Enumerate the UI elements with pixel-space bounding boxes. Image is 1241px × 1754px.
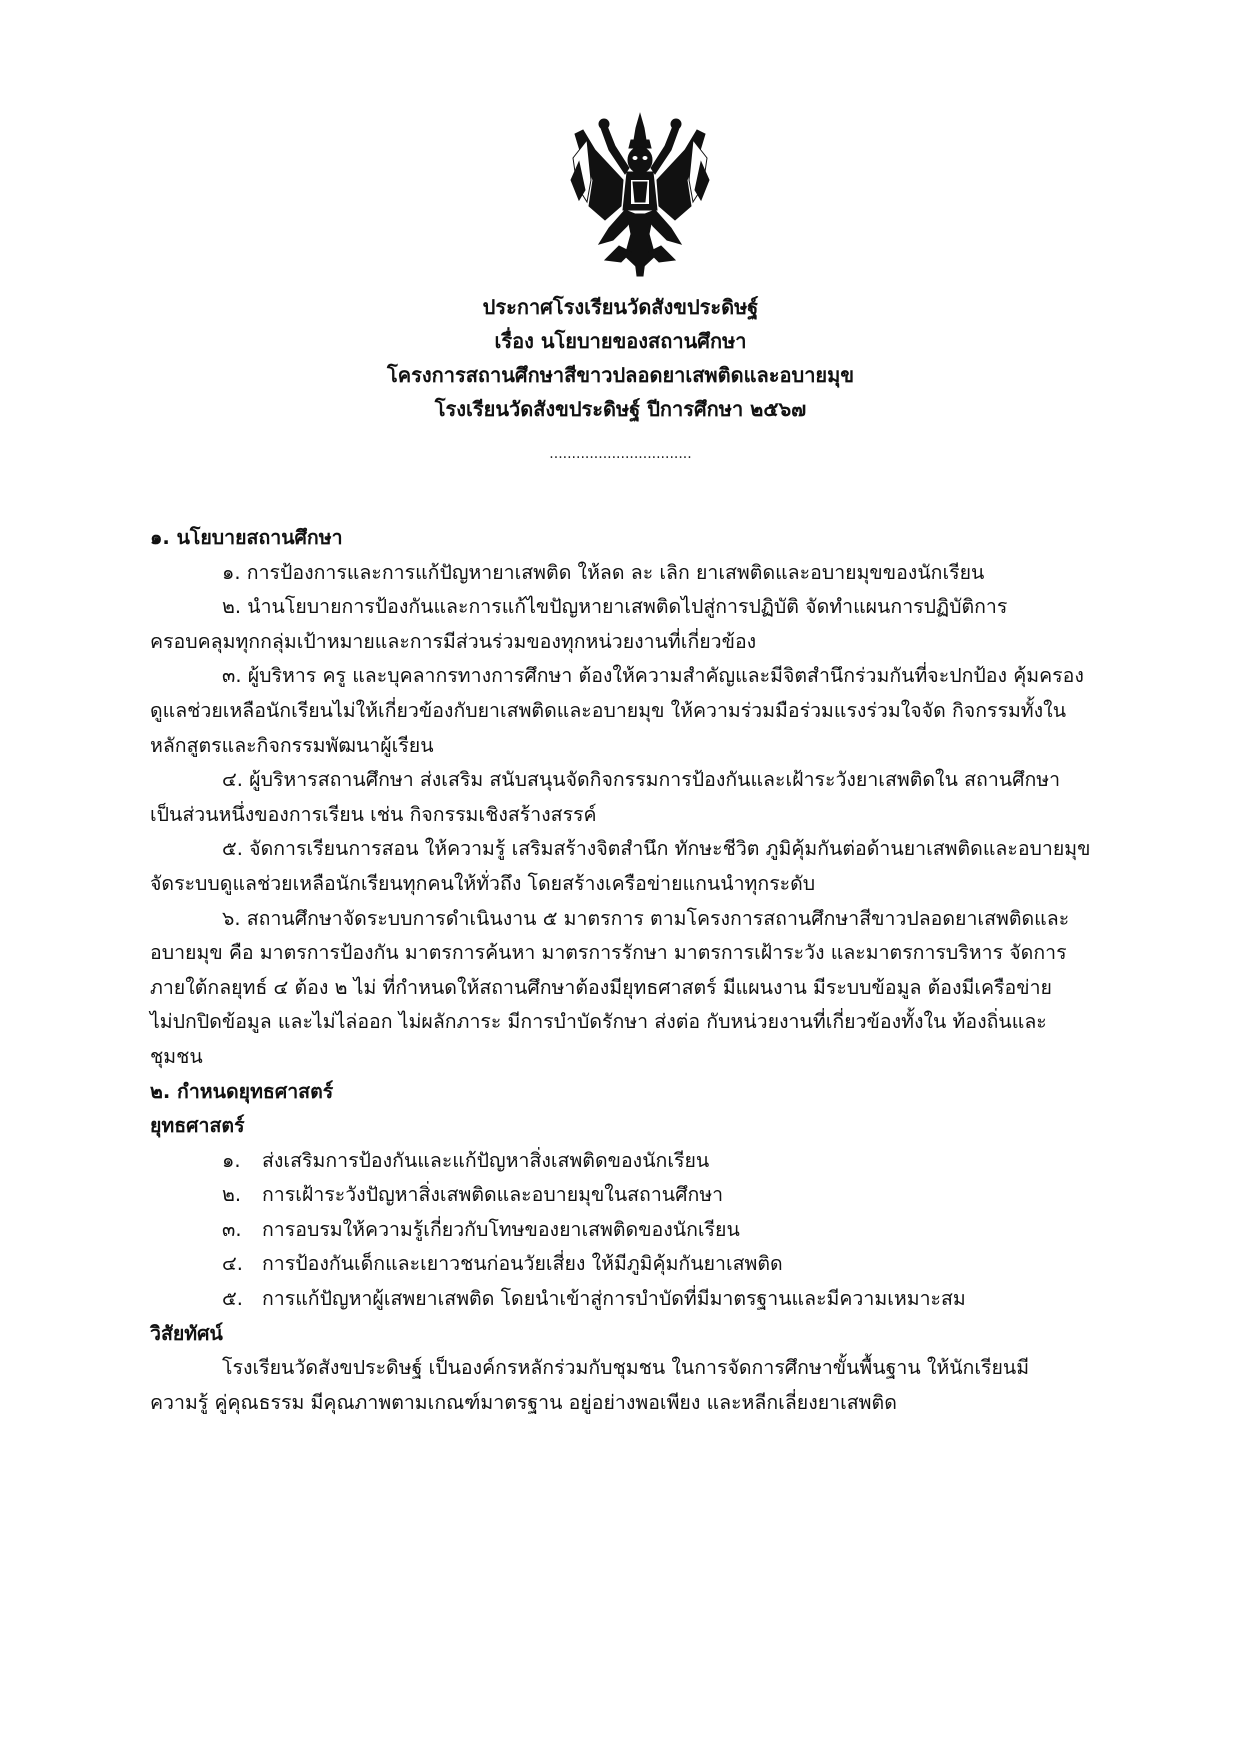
document-body [150,521,1130,1420]
policy-3-line-2: ดูแลช่วยเหลือนักเรียนไม่ให้เกี่ยวข้องกับยาเสพติดและอบายมุข ให้ความร่วมมือร่วมแรงร่วมใจจัด กิจกรรมทั้งใน [150,698,1067,722]
policy-1-line-1: ๑. การป้องการและการแก้ปัญหายาเสพติด ให้ลด ละ เลิก ยาเสพติดและอบายมุขของนักเรียน [222,560,985,584]
strategy-item [150,1144,1130,1179]
header-line-4: โรงเรียนวัดสังขประดิษฐ์ ปีการศึกษา ๒๕๖๗ [434,397,807,421]
section-2-heading: ๒. กำหนดยุทธศาสตร์ [150,1079,334,1103]
strategy-item-text: การป้องกันเด็กและเยาวชนก่อนวัยเสี่ยง ให้มีภูมิคุ้มกันยาเสพติด [262,1252,783,1276]
header-line-3: โครงการสถานศึกษาสีขาวปลอดยาเสพติดและอบายมุข [387,363,854,387]
vision-line-1: โรงเรียนวัดสังขประดิษฐ์ เป็นองค์กรหลักร่วมกับชุมชน ในการจัดการศึกษาขั้นพื้นฐาน ให้นักเรียนมี [222,1356,1030,1380]
policy-6-line-3: ภายใต้กลยุทธ์ ๔ ต้อง ๒ ไม่ ที่กำหนดให้สถานศึกษาต้องมียุทธศาสตร์ มีแผนงาน มีระบบข้อมูล ต้องมีเครือข่าย [150,975,1052,999]
strategy-item-text: ส่งเสริมการป้องกันและแก้ปัญหาสิ่งเสพติดของนักเรียน [262,1148,710,1172]
strategy-subheading: ยุทธศาสตร์ [150,1114,245,1138]
policy-5-line-2: จัดระบบดูแลช่วยเหลือนักเรียนทุกคนให้ทั่วถึง โดยสร้างเครือข่ายแกนนำทุกระดับ [150,871,816,895]
section-1-heading: ๑. นโยบายสถานศึกษา [150,526,343,549]
policy-5-line-1: ๕. จัดการเรียนการสอน ให้ความรู้ เสริมสร้างจิตสำนึก ทักษะชีวิต ภูมิคุ้มกันต่อด้านยาเสพติดและอบายมุข [222,837,1091,861]
policy-4-line-1: ๔. ผู้บริหารสถานศึกษา ส่งเสริม สนับสนุนจัดกิจกรรมการป้องกันและเฝ้าระวังยาเสพติดใน สถานศึกษา [222,768,1061,792]
policy-3-line-1: ๓. ผู้บริหาร ครู และบุคลากรทางการศึกษา ต้องให้ความสำคัญและมีจิตสำนึกร่วมกันที่จะปกป้อง คุ้มครอง [222,664,1084,688]
vision-heading: วิสัยทัศน์ [150,1321,223,1345]
policy-6-line-5: ชุมชน [150,1044,203,1068]
policy-3-line-3: หลักสูตรและกิจกรรมพัฒนาผู้เรียน [150,733,434,757]
strategy-item-text: การแก้ปัญหาผู้เสพยาเสพติด โดยนำเข้าสู่การบำบัดที่มีมาตรฐานและมีความเหมาะสม [262,1287,966,1311]
header-line-2: เรื่อง นโยบายของสถานศึกษา [494,329,747,353]
strategy-item-text: การเฝ้าระวังปัญหาสิ่งเสพติดและอบายมุขในสถานศึกษา [262,1183,724,1207]
policy-2-line-2: ครอบคลุมทุกกลุ่มเป้าหมายและการมีส่วนร่วมของทุกหน่วยงานที่เกี่ยวข้อง [150,629,757,653]
strategy-item-number: ๕. [222,1287,243,1311]
header-line-1: ประกาศโรงเรียนวัดสังขประดิษฐ์ [482,295,759,319]
strategy-item [150,1178,1130,1213]
garuda-emblem-icon [565,110,715,280]
policy-4-line-2: เป็นส่วนหนึ่งของการเรียน เช่น กิจกรรมเชิงสร้างสรรค์ [150,802,597,826]
strategy-item [150,1213,1130,1248]
policy-6-line-1: ๖. สถานศึกษาจัดระบบการดำเนินงาน ๕ มาตรการ ตามโครงการสถานศึกษาสีขาวปลอดยาเสพติดและ [222,906,1070,930]
policy-6-line-4: ไม่ปกปิดข้อมูล และไม่ไล่ออก ไม่ผลักภาระ มีการบำบัดรักษา ส่งต่อ กับหน่วยงานที่เกี่ยวข้องทั้งใน ท้องถิ่นและ [150,1010,1047,1034]
strategy-item-number: ๒. [222,1183,242,1207]
strategy-item-number: ๓. [222,1217,242,1241]
strategy-item-number: ๔. [222,1252,243,1276]
vision-line-2: ความรู้ คู่คุณธรรม มีคุณภาพตามเกณฑ์มาตรฐาน อยู่อย่างพอเพียง และหลีกเลี่ยงยาเสพติด [150,1390,897,1414]
strategy-item [150,1247,1130,1282]
header-separator: ................................ [549,446,692,462]
strategy-item [150,1282,1130,1317]
strategy-item-number: ๑. [222,1148,241,1172]
policy-6-line-2: อบายมุข คือ มาตรการป้องกัน มาตรการค้นหา มาตรการรักษา มาตรการเฝ้าระวัง และมาตรการบริหาร จัดการ [150,941,1067,965]
policy-2-line-1: ๒. นำนโยบายการป้องกันและการแก้ไขปัญหายาเสพติดไปสู่การปฏิบัติ จัดทำแผนการปฏิบัติการ [222,595,1008,619]
strategy-item-text: การอบรมให้ความรู้เกี่ยวกับโทษของยาเสพติดของนักเรียน [262,1217,740,1241]
